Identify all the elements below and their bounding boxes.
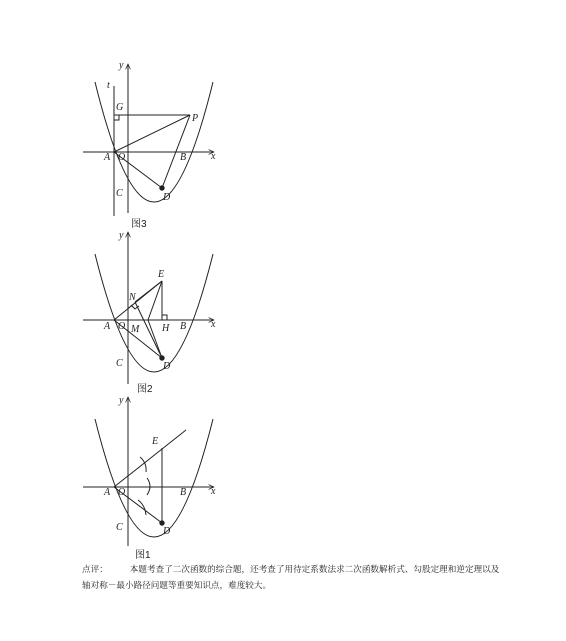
figure-1 [83,397,214,546]
fig2-right-angle-H [162,315,167,320]
fig2-label-A: A [104,321,111,332]
fig3-label-G: G [116,102,124,113]
fig1-ray-from-A [114,430,186,487]
figure-2-caption: 图2 [137,384,153,395]
fig2-label-x: x [211,319,216,330]
fig2-label-C: C [116,358,123,369]
fig3-label-O: O [118,152,126,163]
fig2-label-N: N [129,292,136,303]
fig3-label-D: D [163,192,171,203]
fig1-label-A: A [104,487,111,498]
figure-2 [83,232,214,384]
fig2-point-D [160,356,164,360]
comment-paragraph [82,562,502,594]
fig2-parabola [95,254,213,372]
fig2-label-D: D [163,361,171,372]
fig2-label-H: H [162,323,170,334]
fig1-label-O: O [118,487,126,498]
fig2-label-y: y [119,230,124,241]
fig3-label-P: P [192,113,199,124]
fig1-label-C: C [116,522,123,533]
comment-label: 点评： [82,565,108,575]
fig1-label-y: y [119,395,124,406]
fig3-label-B: B [180,152,187,163]
fig3-point-D [160,186,164,190]
fig2-label-O: O [118,321,126,332]
figure-1-labels [103,395,216,537]
fig1-label-B: B [180,487,187,498]
fig3-right-angle-G [114,115,119,120]
fig3-segment-AP [114,115,190,152]
fig1-label-D: D [163,526,171,537]
fig3-parabola [95,82,213,202]
fig2-label-E: E [158,269,165,280]
fig1-label-x: x [211,486,216,497]
fig3-label-C: C [116,188,123,199]
fig2-label-B: B [180,321,187,332]
figure-3-caption: 图3 [131,219,147,230]
figure-3 [83,64,214,216]
fig3-label-A: A [104,152,111,163]
fig3-label-t: t [107,80,110,91]
fig3-label-y: y [119,60,124,71]
fig1-label-E: E [152,436,159,447]
fig3-label-x: x [211,151,216,162]
fig2-label-M: M [131,324,140,335]
comment-text: 本题考查了二次函数的综合题，还考查了用待定系数法求二次函数解析式、勾股定理和逆定理以及轴对称－最小路径问题等重要知识点，难度较大。 [82,565,500,591]
figure-1-caption: 图1 [135,550,151,561]
fig1-point-D [160,521,164,525]
